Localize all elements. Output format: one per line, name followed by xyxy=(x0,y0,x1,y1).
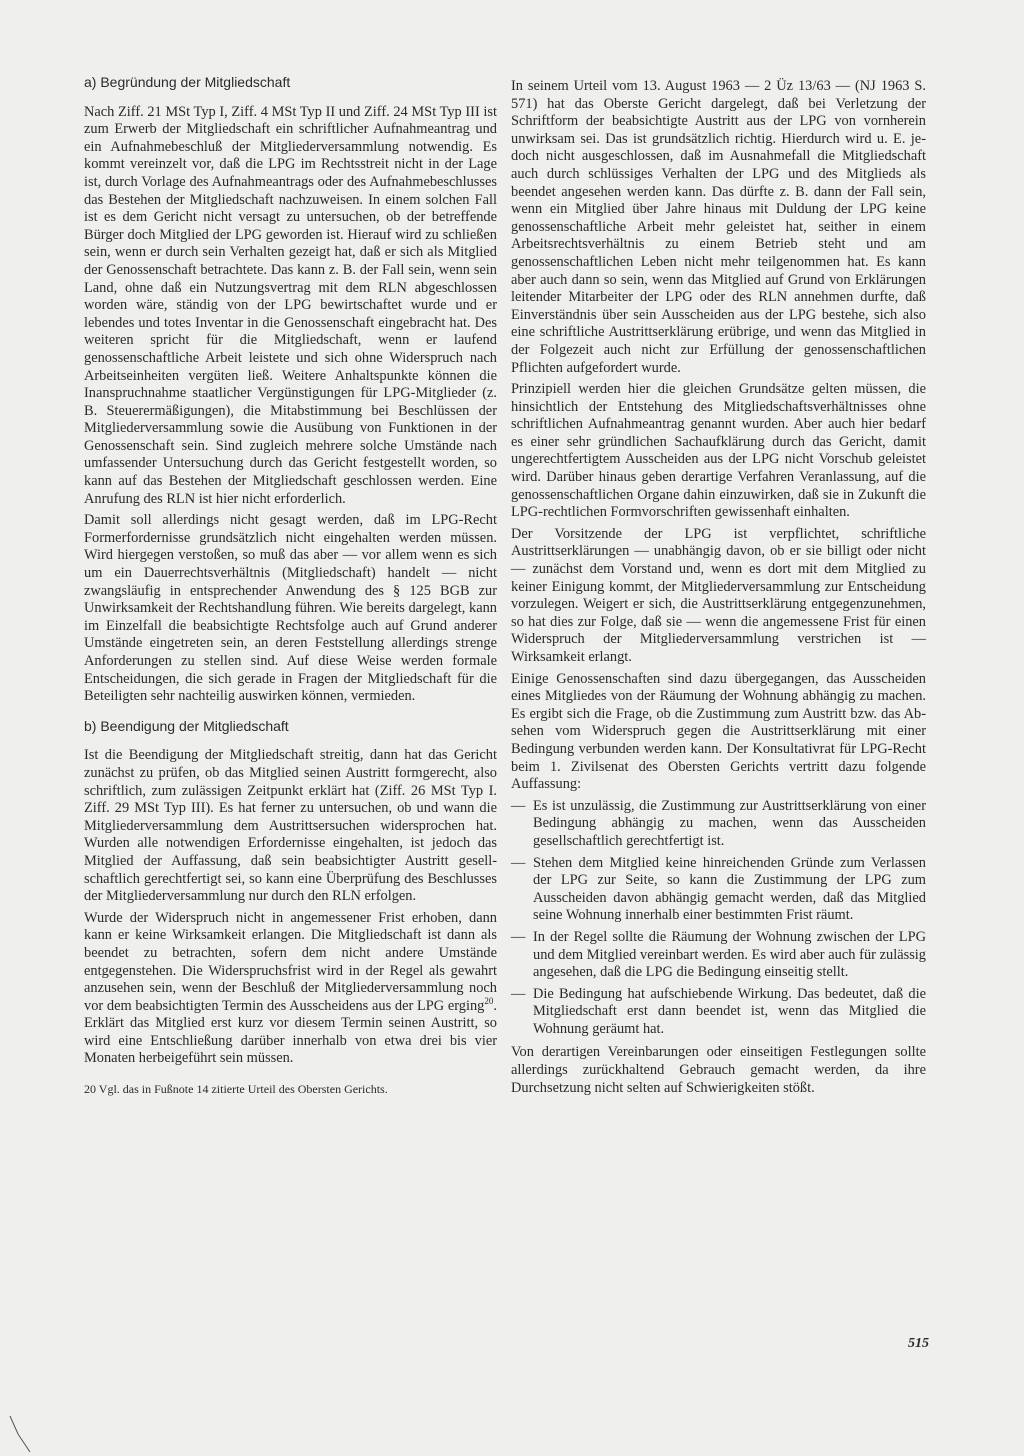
list-item xyxy=(511,929,926,982)
condition-list xyxy=(511,798,926,1039)
list-item xyxy=(511,855,926,925)
paragraph-text: Wurde der Widerspruch nicht in angemessener Frist erhoben, dann kann er keine Wirksamkeit erlangen. Die Mitgliedschaft ist dann als beendet zu betrachten, sofern dem nicht andere Umstände entgegenstehen. Die Widerspruchsfrist wird in der Regel als gewahrt anzusehen sein, wenn der Beschluß der Mitgliederversammlung noch vor dem beabsichtigten Termin des Ausscheidens aus der LPG erging xyxy=(84,909,497,1014)
paragraph: Ist die Beendigung der Mitgliedschaft streitig, dann hat das Gericht zunächst zu prüfen, ob das Mitglied seinen Austritt formgerecht, also schriftlich, zum zulässigen Zeitpunkt erklärt hat (Ziff. 26 MSt Typ I. Ziff. 29 MSt Typ III). Es hat ferner zu untersuchen, ob und wann die Mitgliederversammlung dem Austrittsersuchen widersprochen hat. Wurden alle notwendigen Erfordernisse eingehalten, ist jedoch das Mitglied der Auffassung, daß sein beabsichtigter Austritt gesellschaftlich gerechtfertigt sei, so kann eine Überprüfung des Beschlusses der Mitgliederversammlung nur durch den RLN erfolgen. xyxy=(84,747,497,905)
left-column xyxy=(84,74,497,1101)
paragraph: Einige Genossenschaften sind dazu übergegangen, das Ausscheiden eines Mitgliedes von der Räumung der Wohnung abhängig zu machen. Es ergibt sich die Frage, ob die Zustimmung zum Austritt bzw. das Absehen vom Widerspruch gegen die Austrittserklärung mit einer Bedingung verbunden werden kann. Der Konsultativrat für LPG-Recht beim 1. Zivilsenat des Obersten Gerichts vertritt dazu folgende Auffassung: xyxy=(511,670,926,793)
page-number: 515 xyxy=(908,1336,929,1351)
paragraph: Nach Ziff. 21 MSt Typ I, Ziff. 4 MSt Typ II und Ziff. 24 MSt Typ III ist zum Erwerb der Mitgliedschaft ein schriftlicher Aufnahmeantrag und ein Aufnahmebeschluß der Mitgliederversammlung notwendig. Es kommt vereinzelt vor, daß die LPG im Rechtsstreit nicht in der Lage ist, durch Vorlage des Aufnahmeantrags oder des Aufnahmebeschlusses das Bestehen der Mitgliedschaft nachzuweisen. In einem solchen Fall ist es dem Gericht nicht versagt zu untersuchen, ob der betreffende Bürger doch Mitglied der LPG geworden ist. Hierauf wird zu schließen sein, wenn er durch sein Verhalten gezeigt hat, daß er sich als Mitglied der Genossenschaft betrachtete. Das kann z. B. der Fall sein, wenn sein Land, ohne daß ein Nutzungsvertrag mit dem RLN abgeschlossen worden wäre, ständig von der LPG bewirtschaftet wurde und er lebendes und totes Inventar in die Genossenschaft eingebracht hat. Des weiteren spricht für die Mitgliedschaft, wenn er laufend genossenschaftliche Arbeit leistete und sich ohne Widerspruch nach Arbeitseinheiten vergüten ließ. Weitere Anhaltspunkte können die Inanspruchnahme staatlicher Vergünstigungen für LPG-Mitglieder (z. B. Steuerermäßigungen), die Mitabstimmung bei Beschlüssen der Mitgliederversammlung sowie die Ausübung von Funktionen in der Genossenschaft sein. Sind zugleich mehrere solche Umstände nach umfassender Untersuchung durch das Gericht festgestellt worden, so kann auf das Bestehen der Mitgliedschaft geschlossen werden. Eine Anrufung des RLN ist hier nicht erforderlich. xyxy=(84,103,497,507)
footnote-reference[interactable]: 20 xyxy=(484,995,494,1006)
paragraph: Damit soll allerdings nicht gesagt werden, daß im LPG-Recht Formerfordernisse grundsätzlich nicht eingehalten werden müssen. Wird hiergegen verstoßen, so muß das aber — vor allem wenn es sich um ein Dauerrechtsverhältnis (Mitgliedschaft) handelt — nicht zwangsläufig in entsprechender Anwendung des § 125 BGB zur Unwirksamkeit der Rechtshandlung führen. Wie bereits dargelegt, kann im Einzelfall die beabsichtigte Rechtsfolge auch auf Grund anderer Umstände eingetreten sein, an deren Feststellung allerdings strenge Anforderungen zu stellen sind. Auf diese Weise werden formale Entscheidungen, die sich gerade in Fragen der Mitgliedschaft für die Beteiligten sehr nachteilig auswirken können, vermieden. xyxy=(84,512,497,705)
list-item-text: In der Regel sollte die Räumung der Wohnung zwischen der LPG und dem Mitglied vereinbart werden. Es wird aber auch für zulässig angesehen, daß die LPG die Bedingung einseitig stellt. xyxy=(533,928,926,981)
section-heading-b: b) Beendigung der Mitgliedschaft xyxy=(84,717,289,734)
scan-mark-icon xyxy=(8,1414,38,1454)
section-heading-a: a) Begründung der Mitgliedschaft xyxy=(84,74,291,90)
dash-bullet: — xyxy=(511,985,526,1002)
list-item xyxy=(511,986,926,1039)
right-column xyxy=(511,78,926,1101)
dash-bullet: — xyxy=(511,854,526,871)
dash-bullet: — xyxy=(511,928,526,945)
paragraph: Von derartigen Vereinbarungen oder einseitigen Festlegungen sollte allerdings zurückhaltend Gebrauch gemacht werden, da ihre Durchsetzung nicht selten auf Schwierigkeiten stößt. xyxy=(511,1044,926,1096)
list-item-text: Es ist unzulässig, die Zustimmung zur Austrittserklärung von einer Bedingung abhängig zu machen, wenn das Ausscheiden gesellschaftlich gerechtfertigt ist. xyxy=(533,797,926,849)
paragraph-text: . Erklärt das Mitglied erst kurz vor diesem Termin seinen Austritt, so wird eine Entschließung darüber innerhalb von etwa drei bis vier Monaten herbeigeführt sein müssen. xyxy=(84,997,497,1067)
footnote: 20 Vgl. das in Fußnote 14 zitierte Urteil des Obersten Gerichts. xyxy=(84,1082,388,1097)
paragraph: Der Vorsitzende der LPG ist verpflichtet, schriftliche Austrittserklärungen — unabhängig davon, ob er sie billigt oder nicht — zunächst dem Vorstand und, wenn es dort mit dem Mitglied zu keiner Einigung kommt, der Mitgliederversammlung zur Entscheidung vorzulegen. Weigert er sich, die Austrittserklärung entgegenzunehmen, so hat dies zur Folge, daß sie — wenn die angemessene Frist für einen Widerspruch der Mitgliederversammlung verstrichen ist — Wirksamkeit erlangt. xyxy=(511,525,926,665)
dash-bullet: — xyxy=(511,797,526,814)
paragraph: In seinem Urteil vom 13. August 1963 — 2 Üz 13/63 — (NJ 1963 S. 571) hat das Oberste Gericht dargelegt, daß bei Verletzung der Schriftform der beabsichtigte Austritt aus der LPG von vornherein unwirksam sei. Das ist grundsätzlich richtig. Hierdurch wird u. E. jedoch nicht ausgeschlossen, daß im Ausnahmefall die Mitgliedschaft auch durch schlüssiges Verhalten der LPG und des Mitglieds als beendet angesehen werden kann. Das dürfte z. B. dann der Fall sein, wenn ein Mitglied über Jahre hinaus mit Duldung der LPG keine genossenschaftliche Arbeit mehr geleistet hat, seither in einem Arbeitsrechtsverhältnis zu einem Betrieb steht und am genossenschaftlichen Leben nicht mehr teilgenommen hat. Es kann aber auch dann so sein, wenn das Mitglied auf Grund von Erklärungen leitender Mitarbeiter der LPG oder des RLN annehmen durfte, daß Einverständnis über sein Ausscheiden aus der LPG bestehe, sich also eine schriftliche Austrittserklärung erübrige, und wenn das Mitglied in der Folgezeit auch nicht zur Erfüllung der genossenschaftlichen Pflichten aufgefordert wurde. xyxy=(511,78,926,376)
list-item xyxy=(511,798,926,851)
paragraph: Prinzipiell werden hier die gleichen Grundsätze gelten müssen, die hinsichtlich der Entstehung des Mitgliedschaftsverhältnisses ohne schriftlichen Aufnahmeantrag genannt wurden. Aber auch hier bedarf es einer sehr gründlichen Sachaufklärung durch das Gericht, damit ungerechtfertigtem Ausscheiden aus der LPG nicht Vorschub geleistet wird. Darüber hinaus geben derartige Verfahren Veranlassung, auf die genossenschaftlichen Organe dahin einzuwirken, daß sie in Zukunft die LPG-rechtlichen Formvorschriften gewissenhaft einhalten. xyxy=(511,381,926,521)
list-item-text: Die Bedingung hat aufschiebende Wirkung. Das bedeutet, daß die Mitgliedschaft erst dann beendet ist, wenn das Mitglied die Wohnung geräumt hat. xyxy=(533,985,926,1037)
list-item-text: Stehen dem Mitglied keine hinreichenden Gründe zum Verlassen der LPG zur Seite, so kann die Zustimmung der LPG zum Ausscheiden davon abhängig gemacht werden, daß das Mitglied seine Wohnung innerhalb einer bestimmten Frist räumt. xyxy=(533,854,926,924)
paragraph xyxy=(84,910,497,1068)
